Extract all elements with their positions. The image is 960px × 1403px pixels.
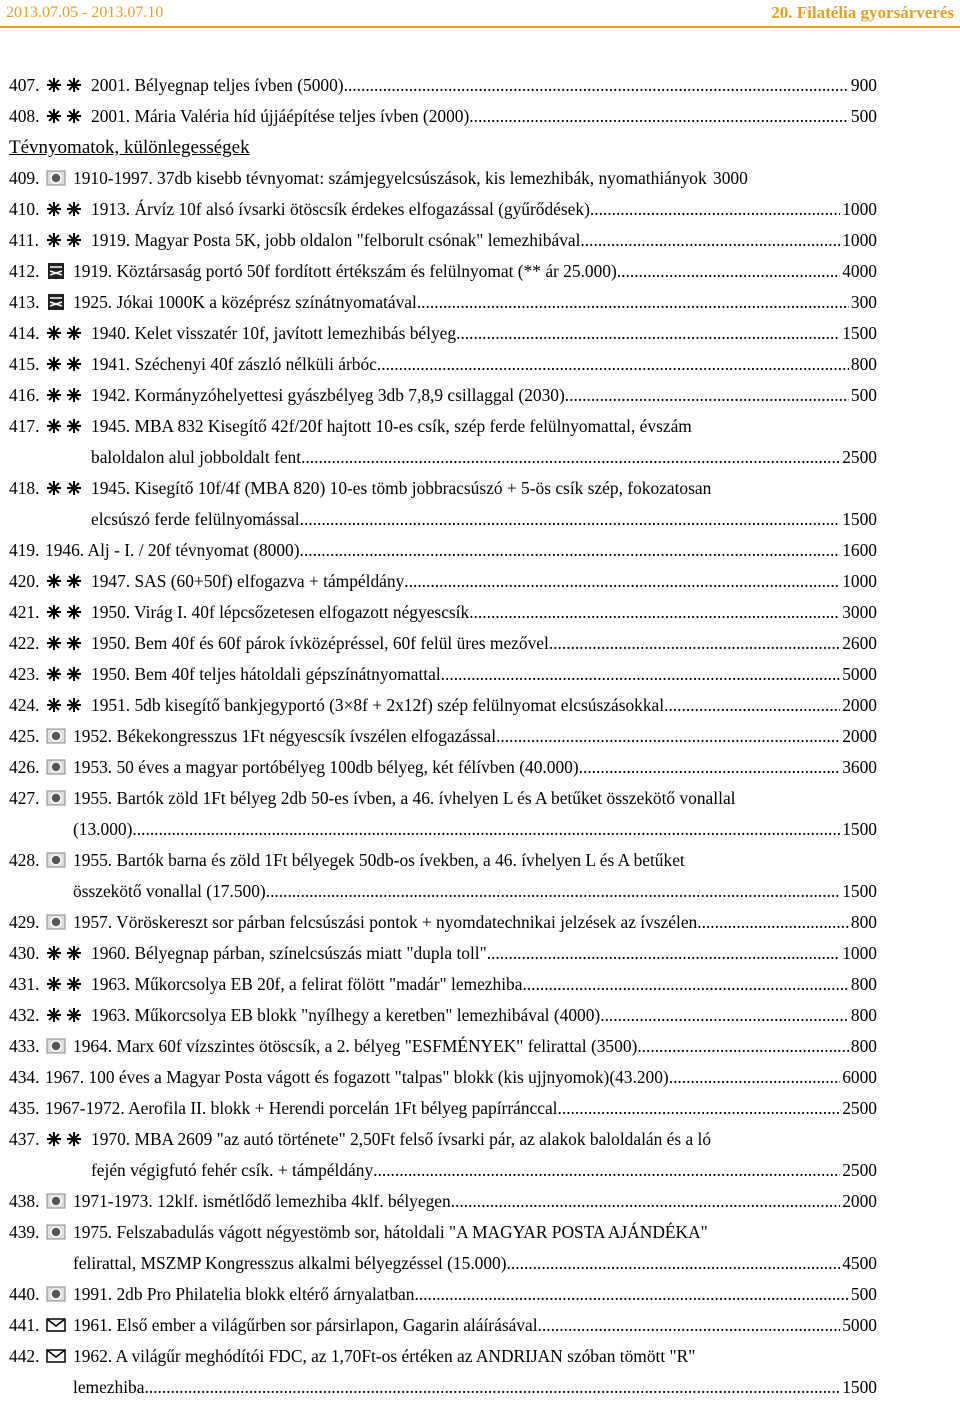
lot-number: 410. — [9, 199, 40, 219]
dot-leader — [697, 907, 849, 938]
lot-entry — [9, 1186, 877, 1217]
lot-number: 407. — [9, 75, 40, 95]
dot-leader — [617, 256, 840, 287]
lot-price: 2000 — [842, 695, 877, 715]
lot-description: 1950. Virág I. 40f lépcsőzetesen elfogazott négyescsík — [91, 602, 470, 622]
lot-number: 423. — [9, 664, 40, 684]
auction-dates: 2013.07.05 - 2013.07.10 — [6, 4, 164, 21]
auction-title: 20. Filatélia gyorsárverés — [771, 3, 954, 22]
lot-entry — [9, 690, 877, 721]
lot-number: 412. — [9, 261, 40, 281]
lot-price: 800 — [850, 1036, 877, 1056]
lot-number: 441. — [9, 1315, 40, 1335]
dot-leader — [637, 1031, 849, 1062]
dot-leader — [487, 938, 840, 969]
lot-price: 5000 — [842, 664, 877, 684]
lot-description-cont: fején végigfutó fehér csík. + támpéldány — [91, 1160, 374, 1180]
lot-price: 500 — [850, 1284, 877, 1304]
dot-leader — [469, 101, 849, 132]
double-star-icon — [45, 1002, 85, 1018]
page-header — [0, 0, 960, 28]
lot-description-cont: összekötő vonallal (17.500) — [73, 881, 266, 901]
lot-price: 1000 — [842, 199, 877, 219]
lot-number: 428. — [9, 850, 40, 870]
lot-price: 1500 — [842, 509, 877, 529]
lot-entry — [9, 752, 877, 783]
lot-price: 1500 — [842, 881, 877, 901]
stamped-circle-icon — [45, 754, 67, 770]
lot-description-cont: elcsúszó ferde felülnyomással — [91, 509, 300, 529]
dot-leader — [300, 535, 841, 566]
lot-description: 1975. Felszabadulás vágott négyestömb sor, hátoldali "A MAGYAR POSTA AJÁNDÉKA" — [73, 1222, 708, 1242]
dot-leader — [404, 566, 840, 597]
lot-entry — [9, 380, 877, 411]
lot-entry — [9, 1062, 877, 1093]
lot-number: 427. — [9, 788, 40, 808]
lot-price: 800 — [850, 1005, 877, 1025]
lot-description: 1910-1997. 37db kisebb tévnyomat: számjegyelcsúszások, kis lemezhibák, nyomathiányok — [73, 168, 707, 188]
lot-number: 440. — [9, 1284, 40, 1304]
double-star-icon — [45, 599, 85, 615]
dot-leader — [580, 225, 840, 256]
lot-entry — [9, 1217, 877, 1279]
dot-leader — [373, 1155, 840, 1186]
lot-description: 2001. Mária Valéria híd újjáépítése teljes ívben (2000) — [91, 106, 470, 126]
lot-number: 435. — [9, 1098, 40, 1118]
lot-number: 430. — [9, 943, 40, 963]
lot-description: 1963. Műkorcsolya EB blokk "nyílhegy a keretben" lemezhibával (4000) — [91, 1005, 601, 1025]
lot-number: 434. — [9, 1067, 40, 1087]
lot-entry — [9, 659, 877, 690]
lot-price: 800 — [850, 354, 877, 374]
dot-leader — [600, 1000, 849, 1031]
double-star-icon — [45, 630, 85, 646]
lot-number: 424. — [9, 695, 40, 715]
dot-leader — [414, 1279, 848, 1310]
lot-number: 421. — [9, 602, 40, 622]
lot-entry — [9, 163, 877, 194]
lot-description: 1962. A világűr meghódítói FDC, az 1,70Ft-os értéken az ANDRIJAN szóban tömött "R" — [73, 1346, 696, 1366]
lot-entry — [9, 628, 877, 659]
double-star-icon — [45, 1126, 85, 1142]
lot-number: 433. — [9, 1036, 40, 1056]
lot-entry — [9, 349, 877, 380]
dot-leader — [441, 659, 841, 690]
lot-entry — [9, 1093, 877, 1124]
lot-number: 432. — [9, 1005, 40, 1025]
dot-leader — [344, 70, 849, 101]
dot-leader — [565, 380, 849, 411]
lot-price: 300 — [850, 292, 877, 312]
lot-price: 500 — [850, 106, 877, 126]
lot-description-cont: lemezhiba — [73, 1377, 145, 1397]
lot-description: 1971-1973. 12klf. ismétlődő lemezhiba 4klf. bélyegen — [73, 1191, 451, 1211]
lot-price: 1000 — [842, 943, 877, 963]
lot-description: 1942. Kormányzóhelyettesi gyászbélyeg 3db 7,8,9 csillaggal (2030) — [91, 385, 565, 405]
double-star-icon — [45, 661, 85, 677]
lot-price: 1500 — [842, 819, 877, 839]
dot-leader — [300, 504, 841, 535]
lot-list — [9, 70, 877, 1403]
lot-price: 1000 — [842, 571, 877, 591]
lot-entry — [9, 969, 877, 1000]
lot-description: 1951. 5db kisegítő bankjegyportó (3×8f + 2x12f) szép felülnyomat elcsúszásokkal. — [91, 695, 669, 715]
dot-leader — [451, 1186, 841, 1217]
envelope-icon — [45, 1312, 67, 1328]
lot-number: 439. — [9, 1222, 40, 1242]
lot-price: 3600 — [842, 757, 877, 777]
lot-price: 2500 — [842, 1098, 877, 1118]
lot-description: 1952. Békekongresszus 1Ft négyescsík ívszélen elfogazással — [73, 726, 497, 746]
double-star-icon — [45, 382, 85, 398]
lot-price: 2000 — [842, 1191, 877, 1211]
dot-leader — [668, 690, 840, 721]
dot-leader — [538, 1310, 841, 1341]
lot-number: 426. — [9, 757, 40, 777]
lot-price: 2000 — [842, 726, 877, 746]
double-star-icon — [45, 351, 85, 367]
stamped-circle-icon — [45, 723, 67, 739]
dot-leader — [522, 969, 848, 1000]
lot-price: 2600 — [842, 633, 877, 653]
double-star-icon — [45, 568, 85, 584]
lot-description-cont: baloldalon alul jobboldalt fent. — [91, 447, 306, 467]
lot-price: 800 — [850, 974, 877, 994]
dot-leader — [417, 287, 849, 318]
lot-number: 408. — [9, 106, 40, 126]
lot-number: 413. — [9, 292, 40, 312]
lot-entry — [9, 1124, 877, 1186]
stamped-circle-icon — [45, 909, 67, 925]
header-rule — [0, 26, 960, 28]
lot-number: 415. — [9, 354, 40, 374]
lot-price: 2500 — [842, 1160, 877, 1180]
lot-entry — [9, 70, 877, 101]
lot-price: 3000 — [842, 602, 877, 622]
double-star-icon — [45, 72, 85, 88]
lot-entry — [9, 225, 877, 256]
dot-leader — [579, 752, 841, 783]
lot-number: 438. — [9, 1191, 40, 1211]
lot-number: 442. — [9, 1346, 40, 1366]
lot-entry — [9, 473, 877, 535]
lot-entry — [9, 1279, 877, 1310]
double-star-icon — [45, 227, 85, 243]
lot-entry — [9, 783, 877, 845]
lot-description: 1955. Bartók barna és zöld 1Ft bélyegek 50db-os ívekben, a 46. ívhelyen L és A betűket — [73, 850, 685, 870]
lot-price: 1500 — [842, 323, 877, 343]
lot-entry — [9, 1310, 877, 1341]
dot-leader — [144, 1372, 840, 1403]
lot-number: 431. — [9, 974, 40, 994]
dot-leader — [549, 628, 840, 659]
lot-description: 1947. SAS (60+50f) elfogazva + támpéldány — [91, 571, 405, 591]
lot-price: 5000 — [842, 1315, 877, 1335]
lot-price: 4000 — [842, 261, 877, 281]
lot-description: 1963. Műkorcsolya EB 20f, a felirat fölött "madár" lemezhiba — [91, 974, 523, 994]
lot-description: 1967-1972. Aerofila II. blokk + Herendi porcelán 1Ft bélyeg papírránccal — [45, 1098, 558, 1118]
lot-entry — [9, 938, 877, 969]
lot-description-cont: (13.000) — [73, 819, 133, 839]
lot-entry — [9, 566, 877, 597]
lot-description: 1946. Alj - I. / 20f tévnyomat (8000) — [45, 540, 300, 560]
double-star-icon — [45, 971, 85, 987]
lot-entry — [9, 1000, 877, 1031]
lot-description: 1953. 50 éves a magyar portóbélyeg 100db bélyeg, két félívben (40.000) — [73, 757, 579, 777]
stamped-circle-icon — [45, 1219, 67, 1235]
double-star-icon — [45, 320, 85, 336]
lot-price: 1000 — [842, 230, 877, 250]
lot-description: 1919. Köztársaság portó 50f fordított értékszám és felülnyomat (** ár 25.000) — [73, 261, 617, 281]
lot-description: 1940. Kelet visszatér 10f, javított lemezhibás bélyeg — [91, 323, 457, 343]
lot-entry — [9, 411, 877, 473]
lot-description: 1941. Széchenyi 40f zászló nélküli árbóc — [91, 354, 377, 374]
lot-description: 1913. Árvíz 10f alsó ívsarki ötöscsík érdekes elfogazással (gyűrődések) — [91, 199, 590, 219]
lot-description: 1957. Vöröskereszt sor párban felcsúszási pontok + nyomdatechnikai jelzések az ívszélen — [73, 912, 698, 932]
lot-description: 1955. Bartók zöld 1Ft bélyeg 2db 50-es ívben, a 46. ívhelyen L és A betűket összekötő vonallal — [73, 788, 736, 808]
dot-leader — [507, 1248, 841, 1279]
lot-description: 1970. MBA 2609 "az autó története" 2,50Ft felső ívsarki pár, az alakok baloldalán és a ló — [91, 1129, 712, 1149]
lot-number: 425. — [9, 726, 40, 746]
lot-description: 1961. Első ember a világűrben sor pársirlapon, Gagarin aláírásával — [73, 1315, 538, 1335]
stamped-circle-icon — [45, 847, 67, 863]
lot-entry — [9, 535, 877, 566]
lot-description: 1964. Marx 60f vízszintes ötöscsík, a 2. bélyeg "ESFMÉNYEK" felirattal (3500) — [73, 1036, 638, 1056]
lot-description-cont: felirattal, MSZMP Kongresszus alkalmi bélyegzéssel (15.000) — [73, 1253, 507, 1273]
lot-price: 4500 — [842, 1253, 877, 1273]
stamped-circle-icon — [45, 165, 67, 181]
dot-leader — [377, 349, 849, 380]
dot-leader — [132, 814, 840, 845]
section-title: Tévnyomatok, különlegességek — [9, 137, 250, 158]
double-star-icon — [45, 413, 85, 429]
lot-entry — [9, 101, 877, 132]
dot-leader — [669, 1062, 840, 1093]
lot-description: 1950. Bem 40f teljes hátoldali gépszínátnyomattal — [91, 664, 441, 684]
lot-price: 3000 — [713, 168, 748, 188]
dot-leader — [469, 597, 840, 628]
lot-number: 414. — [9, 323, 40, 343]
lot-entry — [9, 721, 877, 752]
dot-leader — [558, 1093, 841, 1124]
lot-price: 800 — [850, 912, 877, 932]
lot-entry — [9, 256, 877, 287]
lot-description: 1991. 2db Pro Philatelia blokk eltérő árnyalatban — [73, 1284, 415, 1304]
lot-description: 1919. Magyar Posta 5K, jobb oldalon "felborult csónak" lemezhibával — [91, 230, 581, 250]
lot-entry — [9, 318, 877, 349]
lot-price: 1500 — [842, 1377, 877, 1397]
double-star-icon — [45, 475, 85, 491]
dot-leader — [590, 194, 840, 225]
lot-number: 417. — [9, 416, 40, 436]
lot-entry — [9, 287, 877, 318]
double-star-icon — [45, 103, 85, 119]
dot-leader — [496, 721, 840, 752]
lot-number: 411. — [9, 230, 39, 250]
lot-price: 500 — [850, 385, 877, 405]
lot-description: 1945. Kisegítő 10f/4f (MBA 820) 10-es tömb jobbracsúszó + 5-ös csík szép, fokozatosan — [91, 478, 712, 498]
lot-price: 900 — [850, 75, 877, 95]
lot-entry — [9, 1341, 877, 1403]
lot-number: 420. — [9, 571, 40, 591]
stamped-circle-icon — [45, 1281, 67, 1297]
dot-leader — [266, 876, 841, 907]
envelope-icon — [45, 1343, 67, 1359]
lot-description: 1967. 100 éves a Magyar Posta vágott és fogazott "talpas" blokk (kis ujjnyomok)(43.200) — [45, 1067, 669, 1087]
lot-entry — [9, 907, 877, 938]
lot-description: 1950. Bem 40f és 60f párok ívközépréssel, 60f felül üres mezővel — [91, 633, 549, 653]
block-icon — [45, 258, 67, 274]
stamped-circle-icon — [45, 785, 67, 801]
lot-price: 6000 — [842, 1067, 877, 1087]
lot-description: 1960. Bélyegnap párban, színelcsúszás miatt "dupla toll" — [91, 943, 487, 963]
lot-entry — [9, 845, 877, 907]
stamped-circle-icon — [45, 1188, 67, 1204]
double-star-icon — [45, 940, 85, 956]
stamped-circle-icon — [45, 1033, 67, 1049]
double-star-icon — [45, 196, 85, 212]
lot-number: 409. — [9, 168, 40, 188]
lot-price: 2500 — [842, 447, 877, 467]
lot-number: 418. — [9, 478, 40, 498]
lot-number: 437. — [9, 1129, 40, 1149]
lot-entry — [9, 597, 877, 628]
lot-number: 429. — [9, 912, 40, 932]
lot-price: 1600 — [842, 540, 877, 560]
lot-description: 1945. MBA 832 Kisegítő 42f/20f hajtott 10-es csík, szép ferde felülnyomattal, évszám — [91, 416, 692, 436]
lot-number: 419. — [9, 540, 40, 560]
double-star-icon — [45, 692, 85, 708]
lot-number: 416. — [9, 385, 40, 405]
block-icon — [45, 289, 67, 305]
dot-leader — [305, 442, 840, 473]
lot-description: 1925. Jókai 1000K a középrész színátnyomatával — [73, 292, 417, 312]
lot-entry — [9, 194, 877, 225]
lot-number: 422. — [9, 633, 40, 653]
dot-leader — [456, 318, 840, 349]
lot-entry — [9, 1031, 877, 1062]
lot-description: 2001. Bélyegnap teljes ívben (5000) — [91, 75, 344, 95]
